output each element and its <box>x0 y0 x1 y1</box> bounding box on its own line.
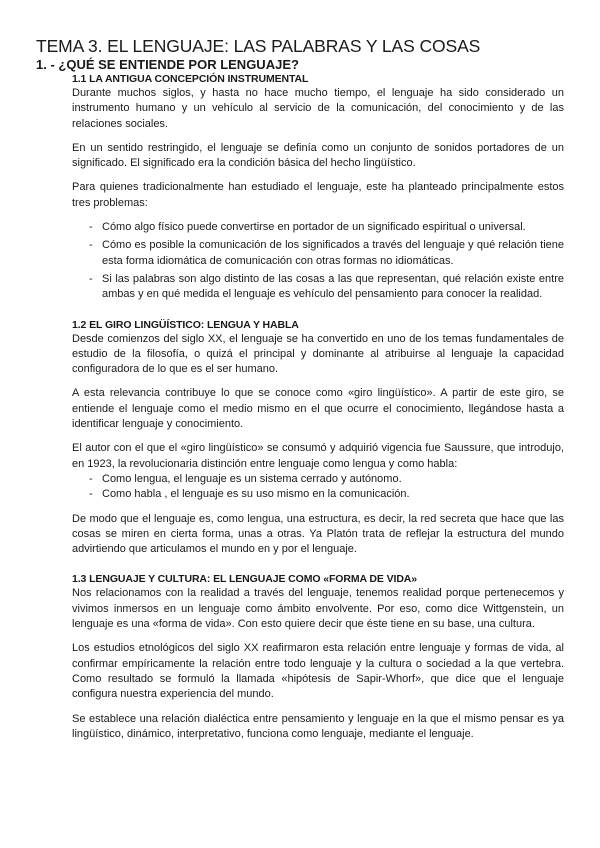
paragraph: De modo que el lenguaje es, como lengua, una estructura, es decir, la red secreta que hace que las cosas se miren en cierta forma, unas a otras. Ya Platón trata de reflejar la estructura del mundo advirtiendo que articulamos el mundo en y por el lenguaje. <box>72 512 564 556</box>
document-body <box>72 73 564 751</box>
paragraph: Se establece una relación dialéctica entre pensamiento y lenguaje en la que el mismo pensar es ya lingüístico, dinámico, interpretativo, funciona como lenguaje, mediante el lenguaje. <box>72 712 564 740</box>
paragraph: A esta relevancia contribuye lo que se conoce como «giro lingüístico». A partir de este giro, se entiende el lenguaje como el medio mismo en el que ocurre el conocimiento, llegándose hasta a identificar lenguaje y conocimiento. <box>72 387 564 431</box>
subsection-heading: 1.2 EL GIRO LINGÜÍSTICO: LENGUA Y HABLA <box>72 318 299 331</box>
list-item: - Si las palabras son algo distinto de las cosas a las que representan, qué relación existe entre ambas y en qué medida el lenguaje es vehículo del pensamiento para conocer la realidad. <box>72 272 564 303</box>
paragraph: Desde comienzos del siglo XX, el lenguaje se ha convertido en uno de los temas fundamentales de estudio de la filosofía, o quizá el principal y dominante al atribuirse al lenguaje la capacidad configuradora de lo que es el ser humano. <box>72 332 564 376</box>
bullet-list <box>72 472 564 503</box>
paragraph: En un sentido restringido, el lenguaje se definía como un conjunto de sonidos portadores de un significado. El significado era la condición básica del hecho lingüístico. <box>72 141 564 170</box>
bullet-list <box>72 220 564 302</box>
list-item: - Como lengua, el lenguaje es un sistema cerrado y autónomo. <box>72 472 564 487</box>
subsection-heading: 1.3 LENGUAJE Y CULTURA: EL LENGUAJE COMO «FORMA DE VIDA» <box>72 573 418 586</box>
paragraph: El autor con el que el «giro lingüístico» se consumó y adquirió vigencia fue Saussure, que introdujo, en 1923, la revolucionaria distinción entre lenguaje como lengua y como habla: <box>72 442 564 470</box>
paragraph: Para quienes tradicionalmente han estudiado el lenguaje, este ha planteado principalmente estos tres problemas: <box>72 181 564 209</box>
paragraph: Nos relacionamos con la realidad a través del lenguaje, tenemos realidad porque pertenecemos y vivimos inmersos en un lenguaje como ámbito envolvente. Por eso, como dice Wittgenstein, un lenguaje es una «forma de vida». Con esto quiere decir que éste tiene en su base, una cultura. <box>72 587 564 631</box>
section-title: 1. - ¿QUÉ SE ENTIENDE POR LENGUAJE? <box>36 57 299 72</box>
list-item: - Cómo algo físico puede convertirse en portador de un significado espiritual o universal. <box>72 220 564 235</box>
paragraph: Los estudios etnológicos del siglo XX reafirmaron esta relación entre lenguaje y formas de vida, al confirmar empíricamente la relación entre todo lenguaje y la cultura o sociedad a la que vertebra. Como resultado se formuló la llamada «hipótesis de Sapir-Whorf», que dice que el lenguaje configura nuestra experiencia del mundo. <box>72 642 564 701</box>
document-title: TEMA 3. EL LENGUAJE: LAS PALABRAS Y LAS COSAS <box>36 36 481 56</box>
subsection-heading: 1.1 LA ANTIGUA CONCEPCIÓN INSTRUMENTAL <box>72 73 309 85</box>
list-item: - Cómo es posible la comunicación de los significados a través del lenguaje y qué relación tiene esta forma idiomática de comunicación con otras formas no idiomáticas. <box>72 238 564 269</box>
list-item: - Como habla , el lenguaje es su uso mismo en la comunicación. <box>72 487 564 502</box>
paragraph: Durante muchos siglos, y hasta no hace mucho tiempo, el lenguaje ha sido considerado un instrumento humano y un vehículo al servicio de la comunicación, del conocimiento y de las relaciones sociales. <box>72 87 564 130</box>
